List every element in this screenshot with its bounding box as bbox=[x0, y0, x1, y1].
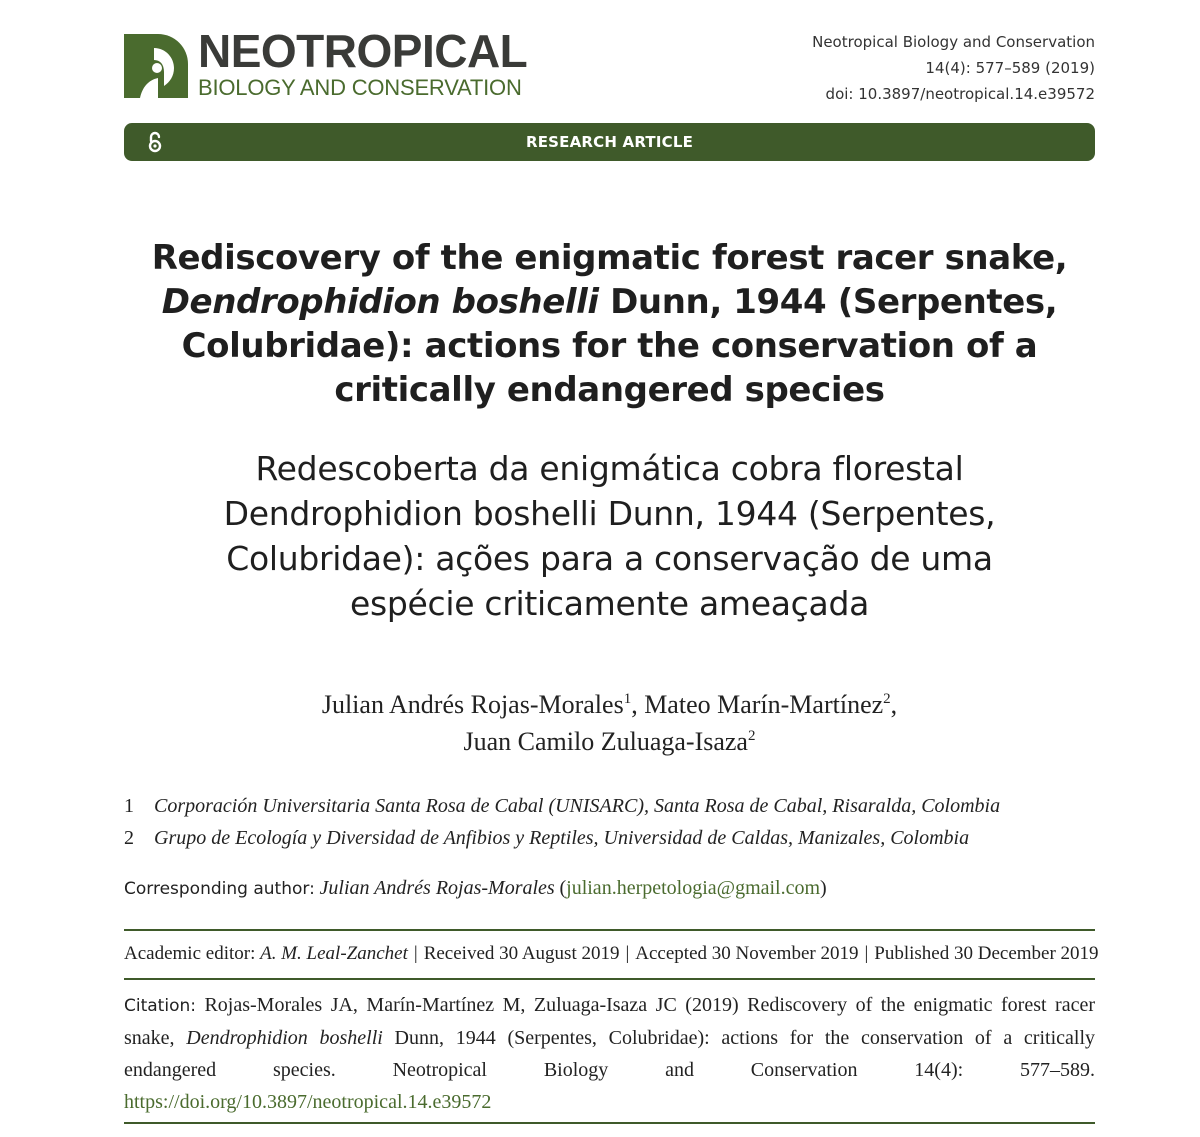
journal-name bbox=[198, 25, 528, 100]
journal-meta-name: Neotropical Biology and Conservation bbox=[812, 33, 1095, 51]
journal-meta-issue: 14(4): 577–589 (2019) bbox=[925, 59, 1095, 77]
article-type-label: RESEARCH ARTICLE bbox=[525, 133, 694, 151]
accepted-date: Accepted 30 November 2019 bbox=[635, 943, 859, 964]
title-en-line2-rest: Dunn, 1944 (Serpentes, bbox=[598, 282, 1058, 322]
author-affiliation-mark: 2 bbox=[883, 691, 891, 707]
title-en-species: Dendrophidion boshelli bbox=[161, 282, 599, 322]
affiliation-item bbox=[124, 790, 1000, 822]
title-en-line1: Rediscovery of the enigmatic forest racer snake, bbox=[151, 238, 1068, 278]
journal-name-line1: NEOTROPICAL bbox=[198, 25, 528, 77]
affiliation-list bbox=[124, 790, 1000, 854]
affiliation-text: Corporación Universitaria Santa Rosa de Cabal (UNISARC), Santa Rosa de Cabal, Risaralda, Colombia bbox=[154, 795, 1001, 817]
title-portuguese bbox=[124, 446, 1095, 626]
title-pt-line3: Colubridae): ações para a conservação de uma bbox=[226, 539, 993, 578]
affiliation-item bbox=[124, 822, 1000, 854]
author-affiliation-mark: 2 bbox=[747, 728, 756, 744]
authors-line1: Julian Andrés Rojas-Morales$^1$, Mateo Marín-Martínez$^2$, bbox=[321, 690, 898, 719]
academic-editor-label: Academic editor: bbox=[124, 943, 256, 964]
citation-label: Citation: bbox=[124, 996, 196, 1016]
author-list bbox=[124, 686, 1095, 760]
affiliation-number: 1 bbox=[124, 795, 134, 817]
author-affiliation-mark: 1 bbox=[623, 691, 632, 707]
academic-editor-name: A. M. Leal-Zanchet bbox=[260, 943, 408, 964]
title-en-line2 bbox=[124, 280, 1095, 324]
author-name: Mateo Marín-Martínez bbox=[644, 690, 884, 719]
corresponding-author-name: Julian Andrés Rojas-Morales bbox=[319, 877, 555, 899]
title-pt-line4: espécie criticamente ameaçada bbox=[349, 584, 870, 623]
corresponding-author: Corresponding author: Julian Andrés Rojas-Morales (julian.herpetologia@gmail.com) bbox=[124, 877, 827, 899]
citation-species: Dendrophidion boshelli bbox=[186, 1027, 383, 1049]
citation-text-after: Dunn, 1944 (Serpentes, Colubridae): actions for the conservation of a critically endangered species. Neotropical Biology and Conservation 14(4): 577–589. bbox=[124, 1027, 1095, 1081]
journal-name-line2: BIOLOGY AND CONSERVATION bbox=[198, 75, 522, 100]
journal-meta bbox=[812, 29, 1095, 107]
divider bbox=[124, 929, 1095, 931]
journal-logo-icon bbox=[124, 34, 188, 98]
article-dates: Academic editor: A. M. Leal-Zanchet | Received 30 August 2019 | Accepted 30 November 2019 | Published 30 December 2019 bbox=[124, 943, 1099, 964]
article-type-banner bbox=[124, 123, 1095, 161]
title-en-line4: critically endangered species bbox=[334, 370, 885, 410]
citation-doi-link[interactable]: https://doi.org/10.3897/neotropical.14.e39572 bbox=[124, 1091, 492, 1113]
citation bbox=[124, 989, 1095, 1118]
corresponding-author-label: Corresponding author: bbox=[124, 879, 315, 899]
citation-text-before: Rojas-Morales JA, Marín-Martínez M, Zuluaga-Isaza JC (2019) Rediscovery of the enigmatic forest racer snake, bbox=[124, 994, 1095, 1049]
divider bbox=[124, 1122, 1095, 1124]
received-date: Received 30 August 2019 bbox=[423, 943, 620, 964]
title-pt-line2: Dendrophidion boshelli Dunn, 1944 (Serpentes, bbox=[223, 494, 996, 533]
divider bbox=[124, 978, 1095, 980]
corresponding-author-email[interactable]: julian.herpetologia@gmail.com bbox=[566, 877, 821, 899]
journal-meta-doi: doi: 10.3897/neotropical.14.e39572 bbox=[825, 85, 1095, 103]
title-en-line3: Colubridae): actions for the conservation of a bbox=[181, 326, 1038, 366]
author-name: Juan Camilo Zuluaga-Isaza bbox=[463, 727, 748, 756]
authors-line2 bbox=[124, 723, 1095, 760]
title-pt-line1: Redescoberta da enigmática cobra florestal bbox=[255, 449, 964, 488]
affiliation-number: 2 bbox=[124, 827, 134, 849]
title-english bbox=[124, 236, 1095, 412]
published-date: Published 30 December 2019 bbox=[874, 943, 1099, 964]
affiliation-text: Grupo de Ecología y Diversidad de Anfibios y Reptiles, Universidad de Caldas, Manizales, Colombia bbox=[154, 827, 970, 849]
author-name: Julian Andrés Rojas-Morales bbox=[321, 690, 624, 719]
